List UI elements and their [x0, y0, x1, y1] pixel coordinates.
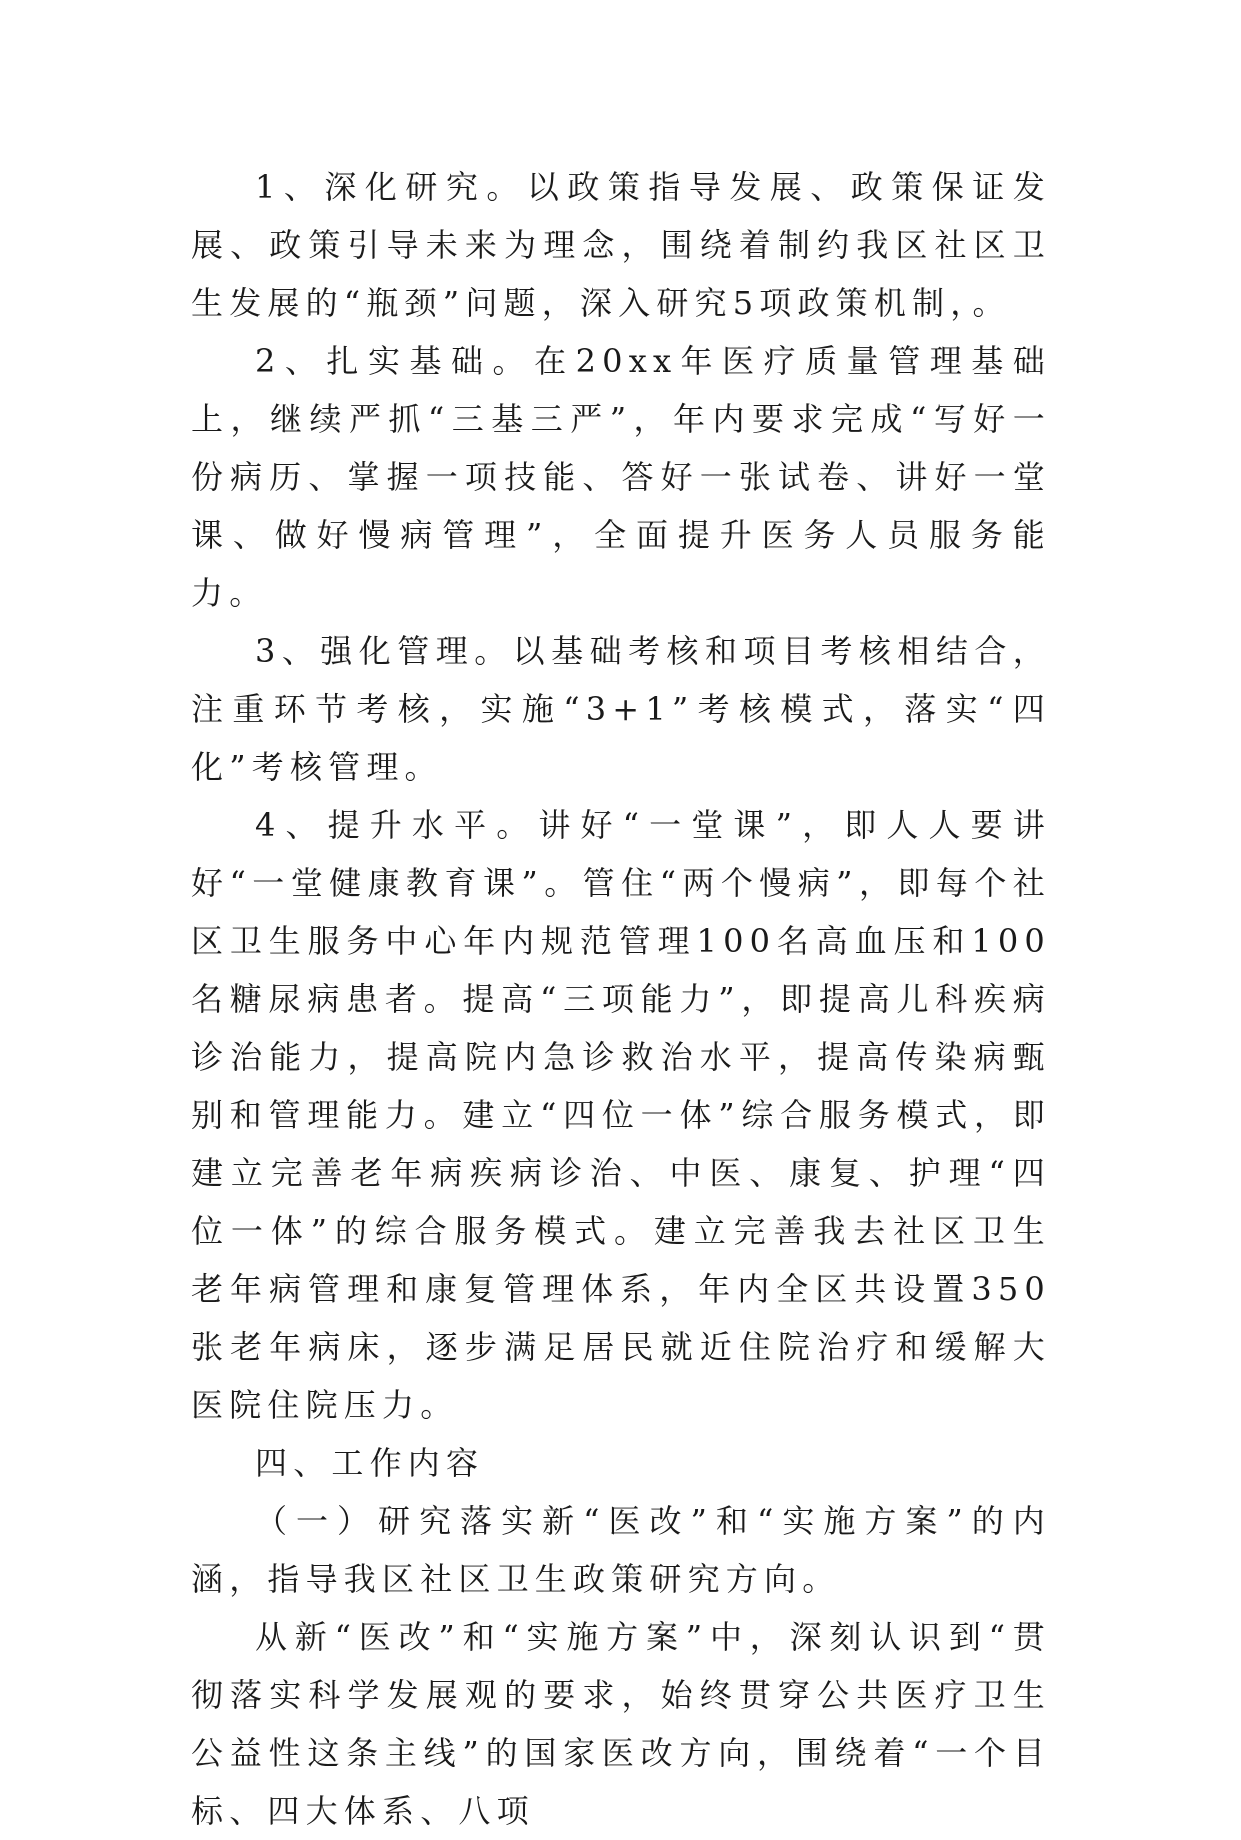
paragraph-reform-direction: 从新“医改”和“实施方案”中，深刻认识到“贯彻落实科学发展观的要求，始终贯穿公共医疗卫生公益性这条主线”的国家医改方向，围绕着“一个目标、四大体系、八项: [191, 1618, 1051, 1830]
subheading-research-reform: （一）研究落实新“医改”和“实施方案”的内涵，指导我区社区卫生政策研究方向。: [191, 1502, 1051, 1598]
paragraph-solid-foundation: 2、扎实基础。在20xx年医疗质量管理基础上，继续严抓“三基三严”，年内要求完成“写好一份病历、掌握一项技能、答好一张试卷、讲好一堂课、做好慢病管理”，全面提升医务人员服务能力。: [191, 342, 1051, 612]
paragraph-improve-level: 4、提升水平。讲好“一堂课”，即人人要讲好“一堂健康教育课”。管住“两个慢病”，即每个社区卫生服务中心年内规范管理100名高血压和100名糖尿病患者。提高“三项能力”，即提高儿科疾病诊治能力，提高院内急诊救治水平，提高传染病甄别和管理能力。建立“四位一体”综合服务模式，即建立完善老年病疾病诊治、中医、康复、护理“四位一体”的综合服务模式。建立完善我去社区卫生老年病管理和康复管理体系，年内全区共设置350张老年病床，逐步满足居民就近住院治疗和缓解大医院住院压力。: [191, 806, 1051, 1424]
section-heading-work-content: 四、工作内容: [255, 1444, 485, 1482]
paragraph-strengthen-management: 3、强化管理。以基础考核和项目考核相结合，注重环节考核，实施“3+1”考核模式，落实“四化”考核管理。: [191, 632, 1051, 786]
document-body: [191, 158, 1051, 1840]
paragraph-deepen-research: 1、深化研究。以政策指导发展、政策保证发展、政策引导未来为理念，围绕着制约我区社区卫生发展的“瓶颈”问题，深入研究5项政策机制，。: [191, 168, 1051, 322]
